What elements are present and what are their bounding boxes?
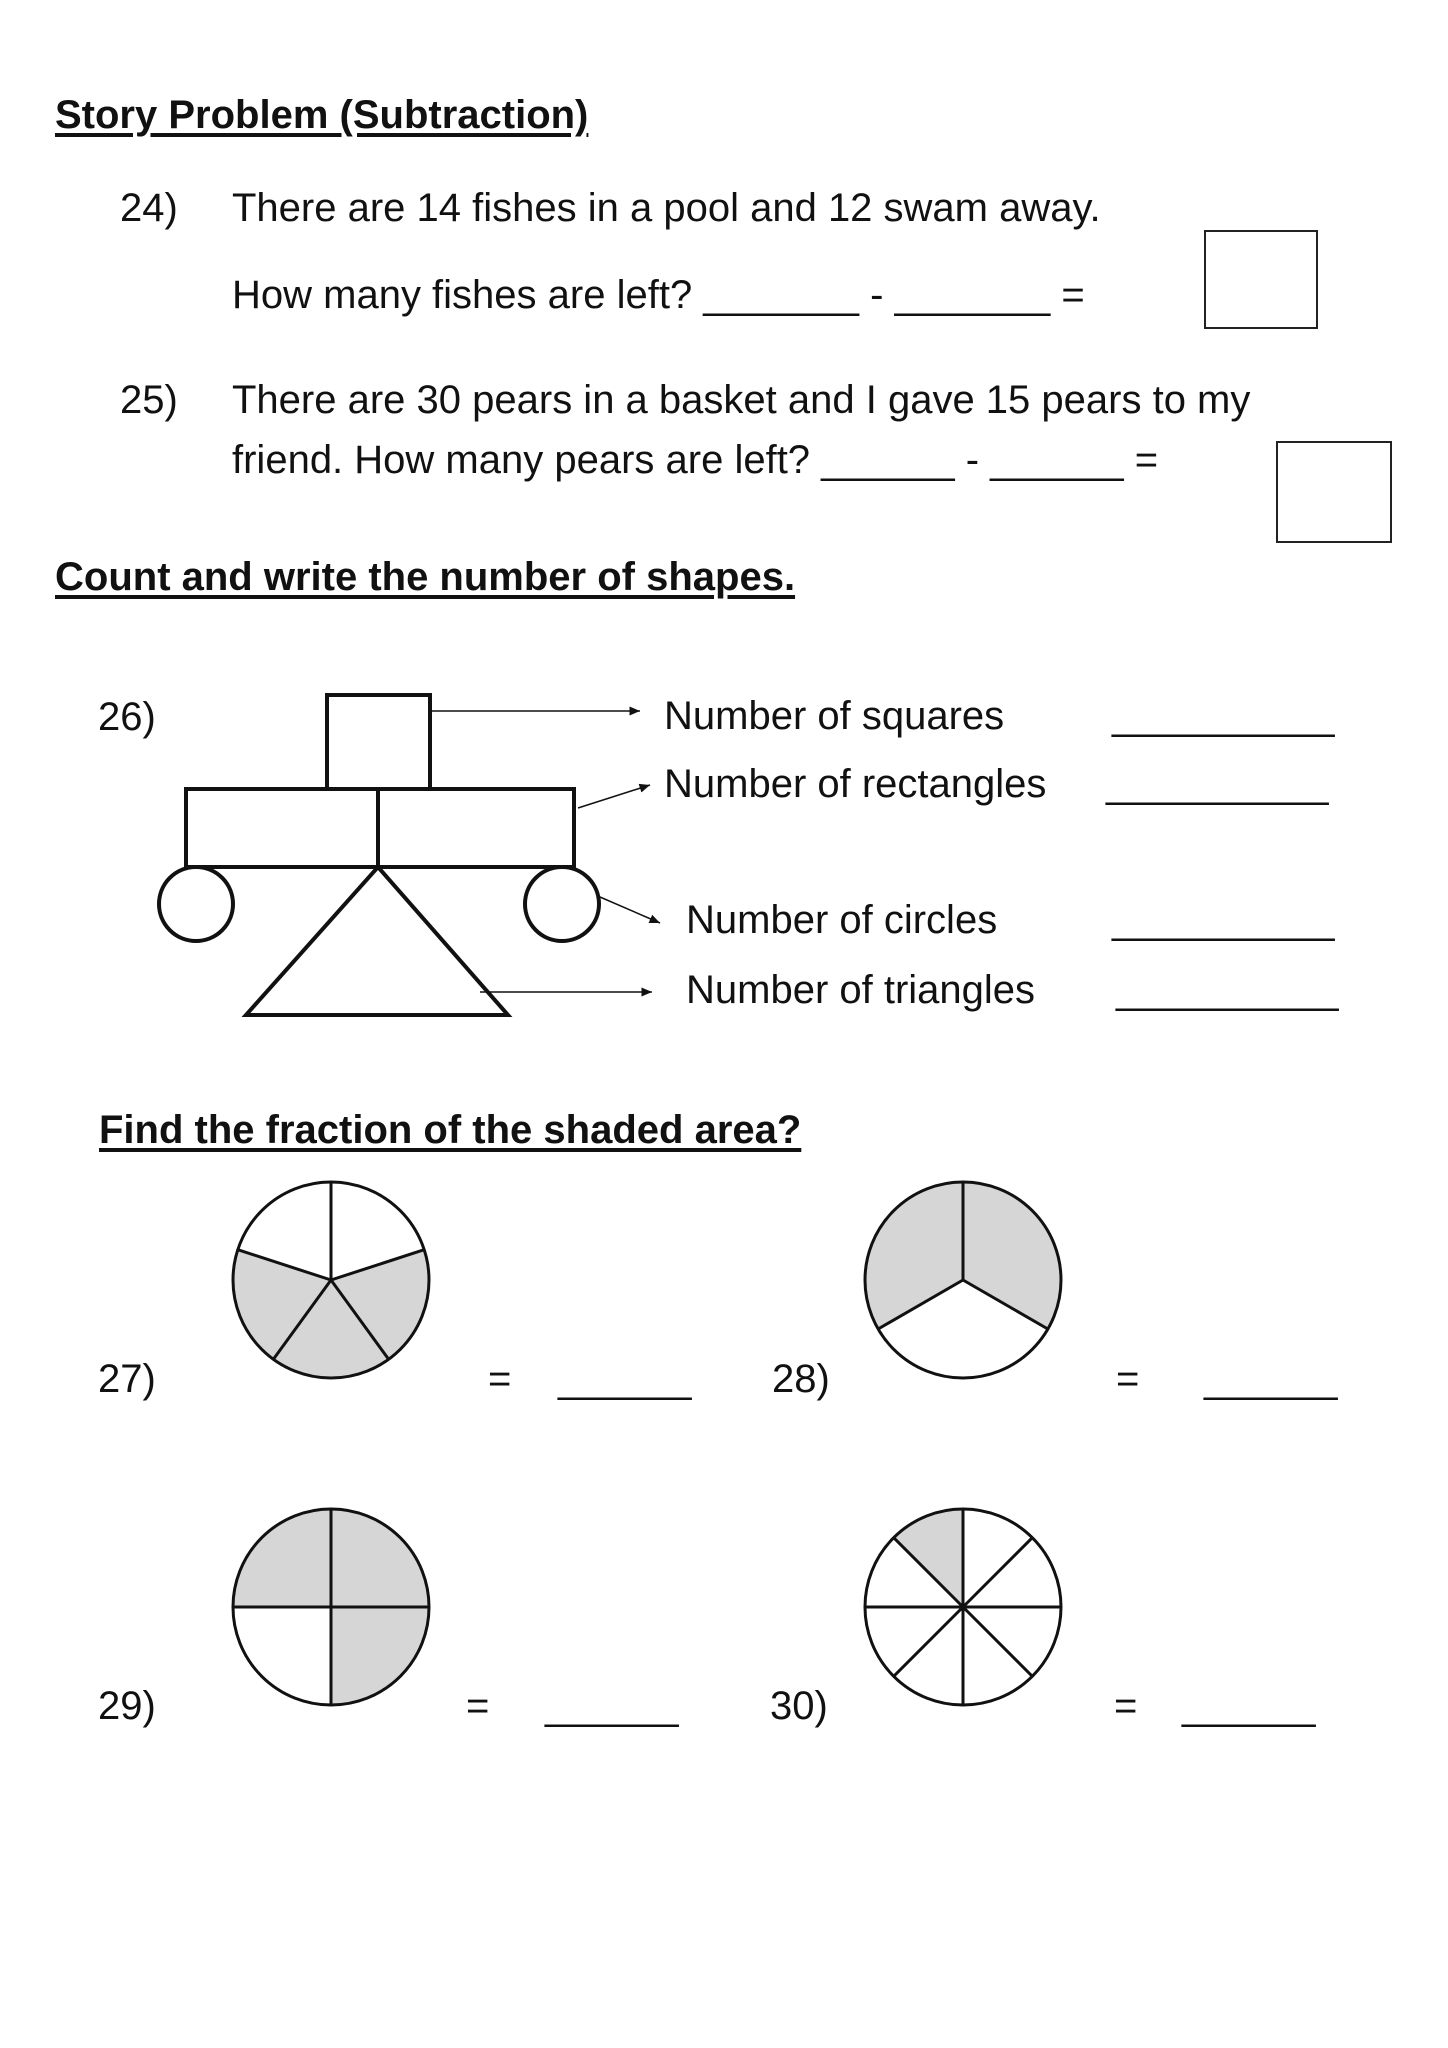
label-triangles: Number of triangles [686,968,1036,1012]
question-number-30: 30) [770,1684,828,1728]
section-heading-fractions: Find the fraction of the shaded area? [99,1108,802,1152]
equals-27: = [488,1357,512,1401]
equals-30: = [1114,1684,1138,1728]
blank-30[interactable]: ______ [1182,1684,1316,1728]
label-circles: Number of circles [686,898,998,942]
fraction-circle-27 [226,1175,436,1385]
section-heading-shapes: Count and write the number of shapes. [55,555,796,599]
blank-27[interactable]: ______ [558,1357,692,1401]
blank-28[interactable]: ______ [1204,1357,1338,1401]
question-number-29: 29) [98,1684,156,1728]
pointer-circles [600,897,660,923]
equals-28: = [1116,1357,1140,1401]
pointer-rectangles [578,785,650,808]
fraction-circle-29 [226,1502,436,1712]
blank-circles[interactable]: __________ [1112,898,1335,942]
figure-triangle [246,867,508,1015]
question-24-line2: How many fishes are left? _______ - _______ = [232,273,1085,317]
figure-rectangle-right [378,789,574,867]
question-number-25: 25) [120,378,178,422]
blank-rectangles[interactable]: __________ [1106,762,1329,806]
fraction-circle-28 [858,1175,1068,1385]
figure-circle-right [525,867,599,941]
fraction-circle-30 [858,1502,1068,1712]
label-squares: Number of squares [664,694,1005,738]
equals-29: = [466,1684,490,1728]
question-number-28: 28) [772,1357,830,1401]
blank-squares[interactable]: __________ [1112,694,1335,738]
figure-circle-left [159,867,233,941]
question-25-line1: There are 30 pears in a basket and I gave 15 pears to my [232,378,1251,422]
blank-29[interactable]: ______ [545,1684,679,1728]
question-number-26: 26) [98,695,156,739]
figure-square [327,695,430,789]
section-heading-story: Story Problem (Subtraction) [55,93,589,137]
label-rectangles: Number of rectangles [664,762,1047,806]
blank-triangles[interactable]: __________ [1116,968,1339,1012]
question-number-27: 27) [98,1357,156,1401]
question-24-line1: There are 14 fishes in a pool and 12 swam away. [232,186,1101,230]
question-number-24: 24) [120,186,178,230]
figure-rectangle-left [186,789,378,867]
answer-box-25[interactable] [1276,441,1392,543]
question-25-line2: friend. How many pears are left? ______ - ______ = [232,438,1159,482]
answer-box-24[interactable] [1204,230,1318,329]
